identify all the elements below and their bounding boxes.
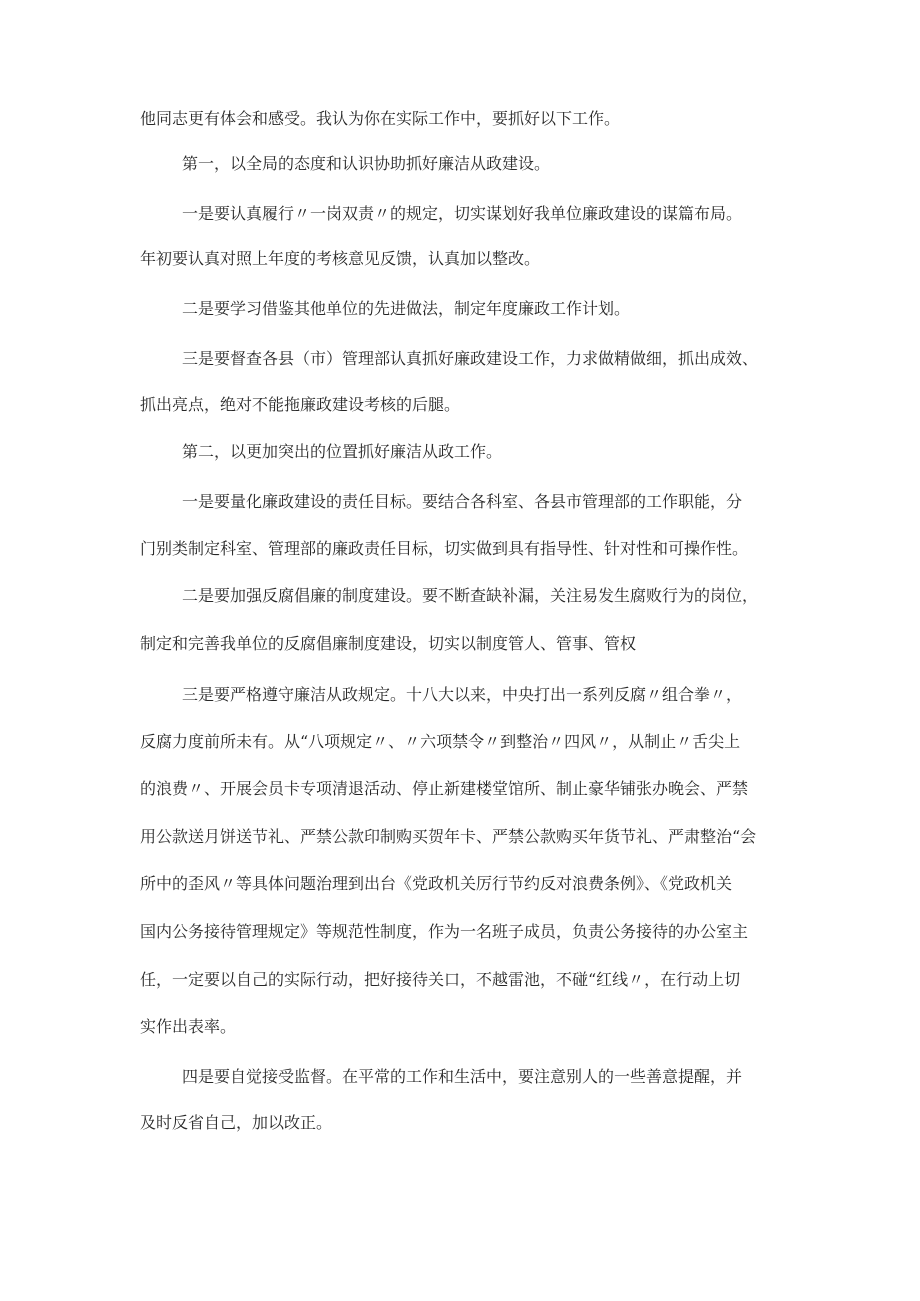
text-line-21: 四是要自觉接受监督。在平常的工作和生活中，要注意别人的一些善意提醒，并 [182,1067,743,1086]
text-line-11: 二是要加强反腐倡廉的制度建设。要不断查缺补漏，关注易发生腐败行为的岗位， [182,586,759,605]
text-line-20: 实作出表率。 [140,1017,237,1036]
text-line-19: 任，一定要以自己的实际行动，把好接待关口，不越雷池，不碰“红线〃，在行动上切 [140,970,741,989]
text-line-14: 反腐力度前所未有。从“八项规定〃、〃六项禁令〃到整治〃四风〃，从制止〃舌尖上 [140,732,741,751]
text-line-3: 一是要认真履行〃一岗双责〃的规定，切实谋划好我单位廉政建设的谋篇布局。 [182,204,743,223]
text-line-17: 所中的歪风〃等具体问题治理到出台《党政机关厉行节约反对浪费条例》、《党政机关 [140,874,733,893]
text-line-8: 第二，以更加突出的位置抓好廉洁从政工作。 [182,442,503,461]
text-line-2: 第一，以全局的态度和认识协助抓好廉洁从政建设。 [182,154,551,173]
text-line-4: 年初要认真对照上年度的考核意见反馈，认真加以整改。 [140,249,541,268]
text-line-12: 制定和完善我单位的反腐倡廉制度建设，切实以制度管人、管事、管权 [140,634,637,653]
text-line-18: 国内公务接待管理规定》等规范性制度，作为一名班子成员，负责公务接待的办公室主 [140,922,749,941]
text-line-1: 他同志更有体会和感受。我认为你在实际工作中，要抓好以下工作。 [140,109,621,128]
text-line-16: 用公款送月饼送节礼、严禁公款印制购买贺年卡、严禁公款购买年货节礼、严肃整治“会 [140,827,757,846]
text-line-9: 一是要量化廉政建设的责任目标。要结合各科室、各县市管理部的工作职能，分 [182,492,743,511]
text-line-13: 三是要严格遵守廉洁从政规定。十八大以来，中央打出一系列反腐〃组合拳〃， [182,685,743,704]
text-line-7: 抓出亮点，绝对不能拖廉政建设考核的后腿。 [140,395,461,414]
text-line-22: 及时反省自己，加以改正。 [140,1113,333,1132]
text-line-5: 二是要学习借鉴其他单位的先进做法，制定年度廉政工作计划。 [182,299,631,318]
text-line-10: 门别类制定科室、管理部的廉政责任目标，切实做到具有指导性、针对性和可操作性。 [140,539,749,558]
text-line-15: 的浪费〃、开展会员卡专项清退活动、停止新建楼堂馆所、制止豪华铺张办晚会、严禁 [140,779,749,798]
text-line-6: 三是要督查各县（市）管理部认真抓好廉政建设工作，力求做精做细，抓出成效、 [182,349,759,368]
